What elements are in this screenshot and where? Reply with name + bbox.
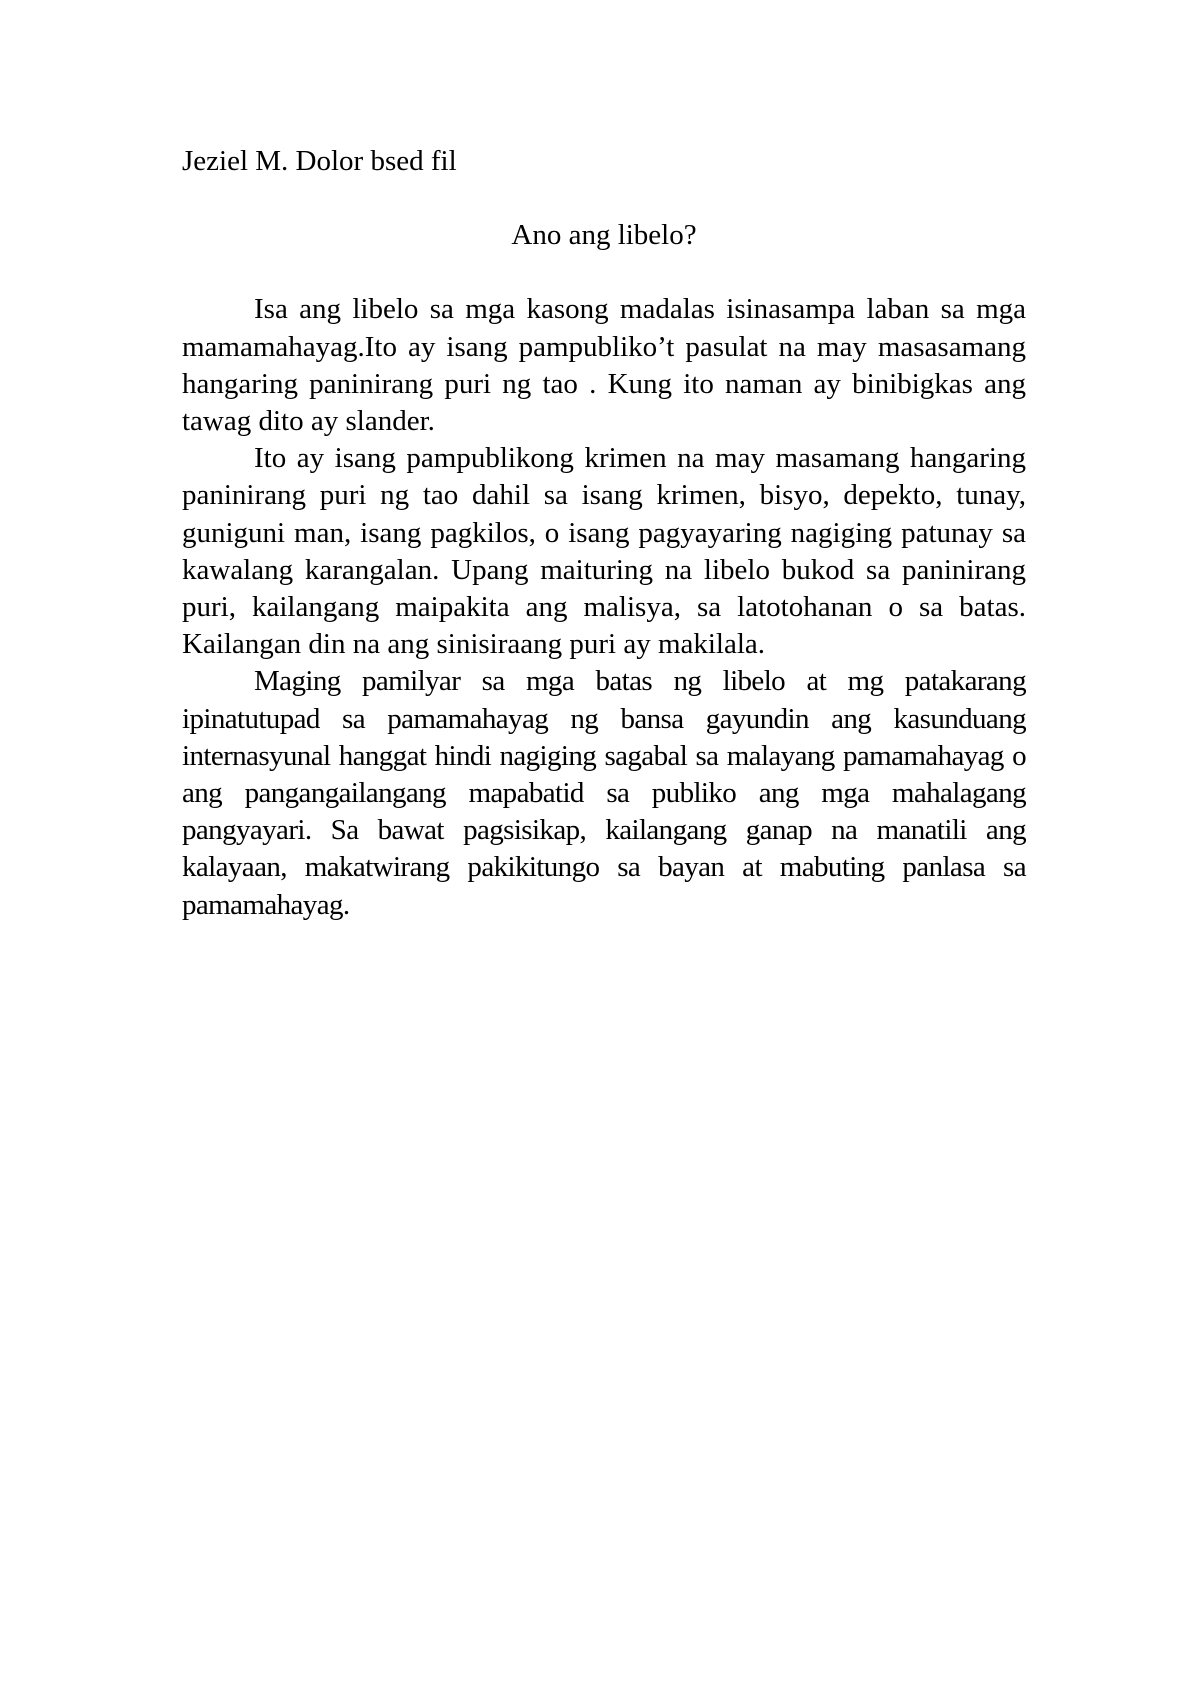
document-title: Ano ang libelo? bbox=[511, 219, 697, 252]
paragraph-3: Maging pamilyar sa mga batas ng libelo at mg patakarang ipinatutupad sa pamamahayag ng bansa gayundin ang kasunduang internasyunal hanggat hindi nagiging sagabal sa malayang pamamahayag o ang pangangailangang mapabatid sa publiko ang mga mahalagang pangyayari. Sa bawat pagsisikap, kailangang ganap na manatili ang kalayaan, makatwirang pakikitungo sa bayan at mabuting panlasa sa pamamahayag. bbox=[182, 665, 1026, 921]
author-line: Jeziel M. Dolor bsed fil bbox=[182, 145, 457, 177]
paragraph-2: Ito ay isang pampublikong krimen na may masamang hangaring paninirang puri ng tao dahil sa isang krimen, bisyo, depekto, tunay, guniguni man, isang pagkilos, o isang pagyayaring nagiging patunay sa kawalang karangalan. Upang maituring na libelo bukod sa paninirang puri, kailangang maipakita ang malisya, sa latotohanan o sa batas. Kailangan din na ang sinisiraang puri ay makilala. bbox=[182, 442, 1026, 661]
paragraph-1: Isa ang libelo sa mga kasong madalas isinasampa laban sa mga mamamahayag.Ito ay isang pampubliko’t pasulat na may masasamang hangaring paninirang puri ng tao . Kung ito naman ay binibigkas ang tawag dito ay slander. bbox=[182, 293, 1026, 438]
document-body bbox=[182, 143, 1026, 924]
